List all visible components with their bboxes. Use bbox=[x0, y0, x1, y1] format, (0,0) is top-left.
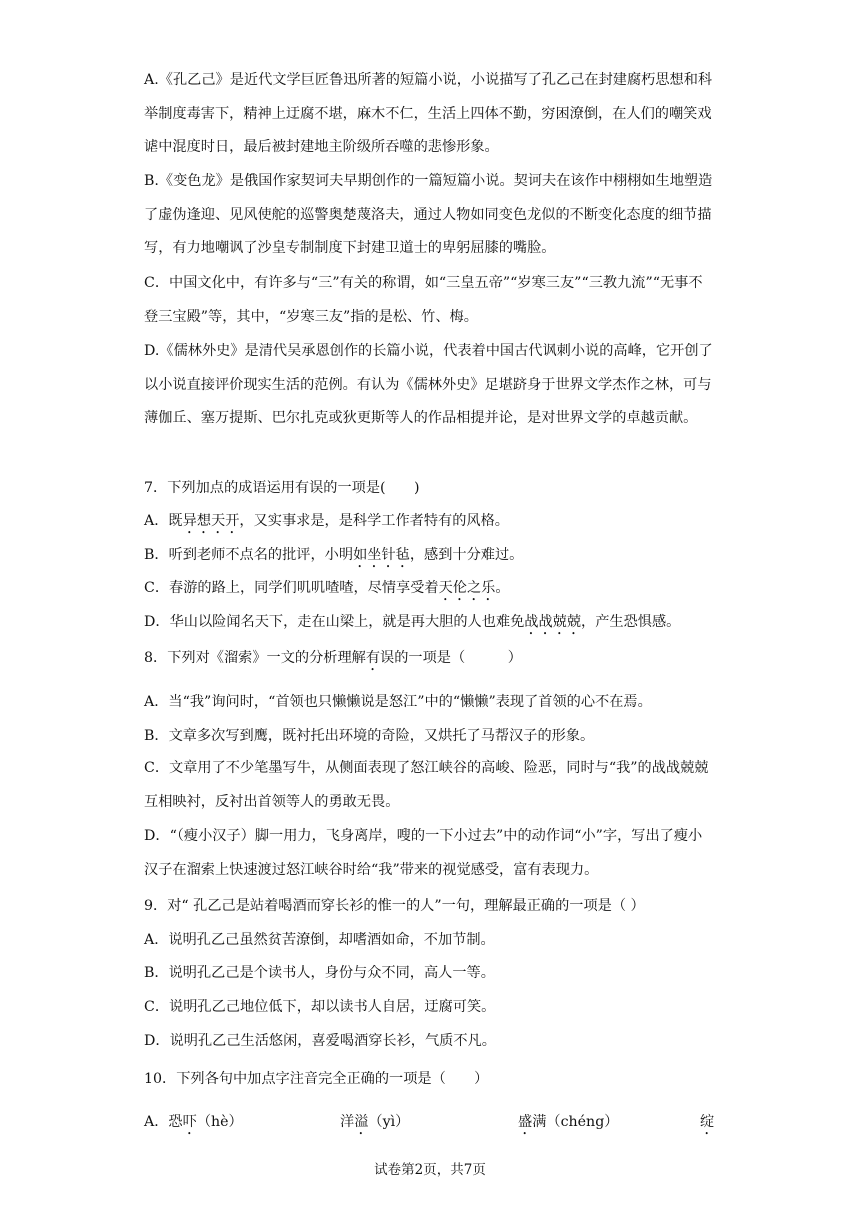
q8-stem-pre: 8．下列对《溜索》一文的分析理解 bbox=[144, 650, 366, 666]
q8-stem-dotted: 有 bbox=[365, 650, 381, 666]
q7-option-c bbox=[144, 578, 510, 604]
q9-option-c: C．说明孔乙己地位低下，却以读书人自居，迂腐可笑。 bbox=[144, 999, 496, 1015]
q10-a1-dotted: 吓 bbox=[182, 1114, 197, 1130]
q6-option-a: A.《孔乙己》是近代文学巨匠鲁迅所著的短篇小说，小说描写了孔乙己在封建腐朽思想和科举制度毒害下，精神上迂腐不堪，麻木不仁，生活上四体不勤，穷困潦倒，在人们的嘲笑戏谑中混度时日，最后被封建地主阶级所吞噬的悲惨形象。 bbox=[144, 72, 713, 156]
q9-option-a: A．说明孔乙己虽然贫苦潦倒，却嗜酒如命，不加节制。 bbox=[144, 932, 495, 948]
q7-b-pre: B．听到老师不点名的批评，小明 bbox=[144, 547, 354, 563]
q8-option-d: D．“（瘦小汉子）脚一用力，飞身离岸，嗖的一下小过去”中的动作词“小”字，写出了瘦小汉子在溜索上快速渡过怒江峡谷时给“我”带来的视觉感受，富有表现力。 bbox=[144, 828, 703, 878]
q10-a4-dotted: 绽 bbox=[700, 1114, 715, 1130]
q7-b-post: ，感到十分难过。 bbox=[409, 547, 524, 563]
q10-a3-dotted: 盛 bbox=[518, 1114, 533, 1130]
q7-a-pre: A．既 bbox=[144, 513, 183, 529]
q10-a1-pre: A．恐 bbox=[144, 1114, 183, 1130]
q7-option-a bbox=[144, 511, 509, 537]
q8-stem bbox=[144, 648, 522, 674]
q8-option-b: B．文章多次写到鹰，既衬托出环境的奇险，又烘托了马帮汉子的形象。 bbox=[144, 728, 595, 744]
q8-option-a: A．当“我”询问时，“首领也只懒懒说是怒江”中的“懒懒”表现了首领的心不在焉。 bbox=[144, 694, 652, 710]
q6-option-b: B.《变色龙》是俄国作家契诃夫早期创作的一篇短篇小说。契诃夫在该作中栩栩如生地塑造了虚伪逢迎、见风使舵的巡警奥楚蔑洛夫，通过人物如同变色龙似的不断变化态度的细节描写，有力地嘲讽了沙皇专制制度下封建卫道士的卑躬屈膝的嘴脸。 bbox=[144, 173, 713, 257]
q10-option-a-item2 bbox=[340, 1112, 409, 1138]
q10-stem: 10．下列各句中加点字注音完全正确的一项是（ ） bbox=[144, 1071, 489, 1087]
q10-option-a-item4 bbox=[700, 1112, 714, 1138]
q10-a2-dotted: 溢 bbox=[354, 1114, 369, 1130]
q8-option-c: C．文章用了不少笔墨写牛，从侧面表现了怒江峡谷的高峻、险恶，同时与“我”的战战兢兢互相映衬，反衬出首领等人的勇敢无畏。 bbox=[144, 760, 709, 810]
q6-option-c: C．中国文化中，有许多与“三”有关的称谓，如“三皇五帝”“岁寒三友”“三教九流”“无事不登三宝殿”等，其中，“岁寒三友”指的是松、竹、梅。 bbox=[144, 275, 703, 325]
q7-b-dotted: 如坐针毡 bbox=[353, 547, 410, 563]
q7-option-b bbox=[144, 545, 523, 571]
q7-c-post: 。 bbox=[495, 580, 510, 596]
q8-stem-post: 误的一项是（ ） bbox=[380, 650, 522, 666]
q6-option-d: D.《儒林外史》是清代吴承恩创作的长篇小说，代表着中国古代讽刺小说的高峰，它开创了以小说直接评价现实生活的范例。有认为《儒林外史》足堪跻身于世界文学杰作之林，可与薄伽丘、塞万提斯、巴尔扎克或狄更斯等人的作品相提并论，是对世界文学的卓越贡献。 bbox=[144, 343, 713, 427]
q7-d-dotted: 战战兢兢 bbox=[524, 614, 582, 630]
page-footer: 试卷第2页，共7页 bbox=[374, 1162, 486, 1178]
q7-c-dotted: 天伦之乐 bbox=[438, 580, 496, 596]
q10-a2-pre: 洋 bbox=[340, 1114, 355, 1130]
q10-option-a-item1 bbox=[144, 1112, 243, 1138]
q7-d-pre: D．华山以险闻名天下，走在山梁上，就是再大胆的人也难免 bbox=[144, 614, 525, 630]
q10-a1-post: （hè） bbox=[196, 1114, 243, 1130]
q9-option-b: B．说明孔乙己是个读书人，身份与众不同，高人一等。 bbox=[144, 965, 495, 981]
q7-option-d bbox=[144, 612, 680, 638]
q7-d-post: ，产生恐惧感。 bbox=[581, 614, 681, 630]
q7-a-post: ，又实事求是，是科学工作者特有的风格。 bbox=[239, 513, 509, 529]
q7-c-pre: C．春游的路上，同学们叽叽喳喳，尽情享受着 bbox=[144, 580, 439, 596]
q7-stem: 7．下列加点的成语运用有误的一项是( ) bbox=[144, 480, 420, 496]
q7-a-dotted: 异想天开 bbox=[182, 513, 240, 529]
q9-stem: 9．对“ 孔乙己是站着喝酒而穿长衫的惟一的人”一句，理解最正确的一项是（ ） bbox=[144, 898, 645, 914]
q10-option-a-item3 bbox=[518, 1112, 618, 1138]
q9-option-d: D．说明孔乙己生活悠闲，喜爱喝酒穿长衫，气质不凡。 bbox=[144, 1033, 496, 1049]
q10-a3-post: 满（chéng） bbox=[532, 1114, 619, 1130]
q10-a2-post: （yì） bbox=[368, 1114, 410, 1130]
